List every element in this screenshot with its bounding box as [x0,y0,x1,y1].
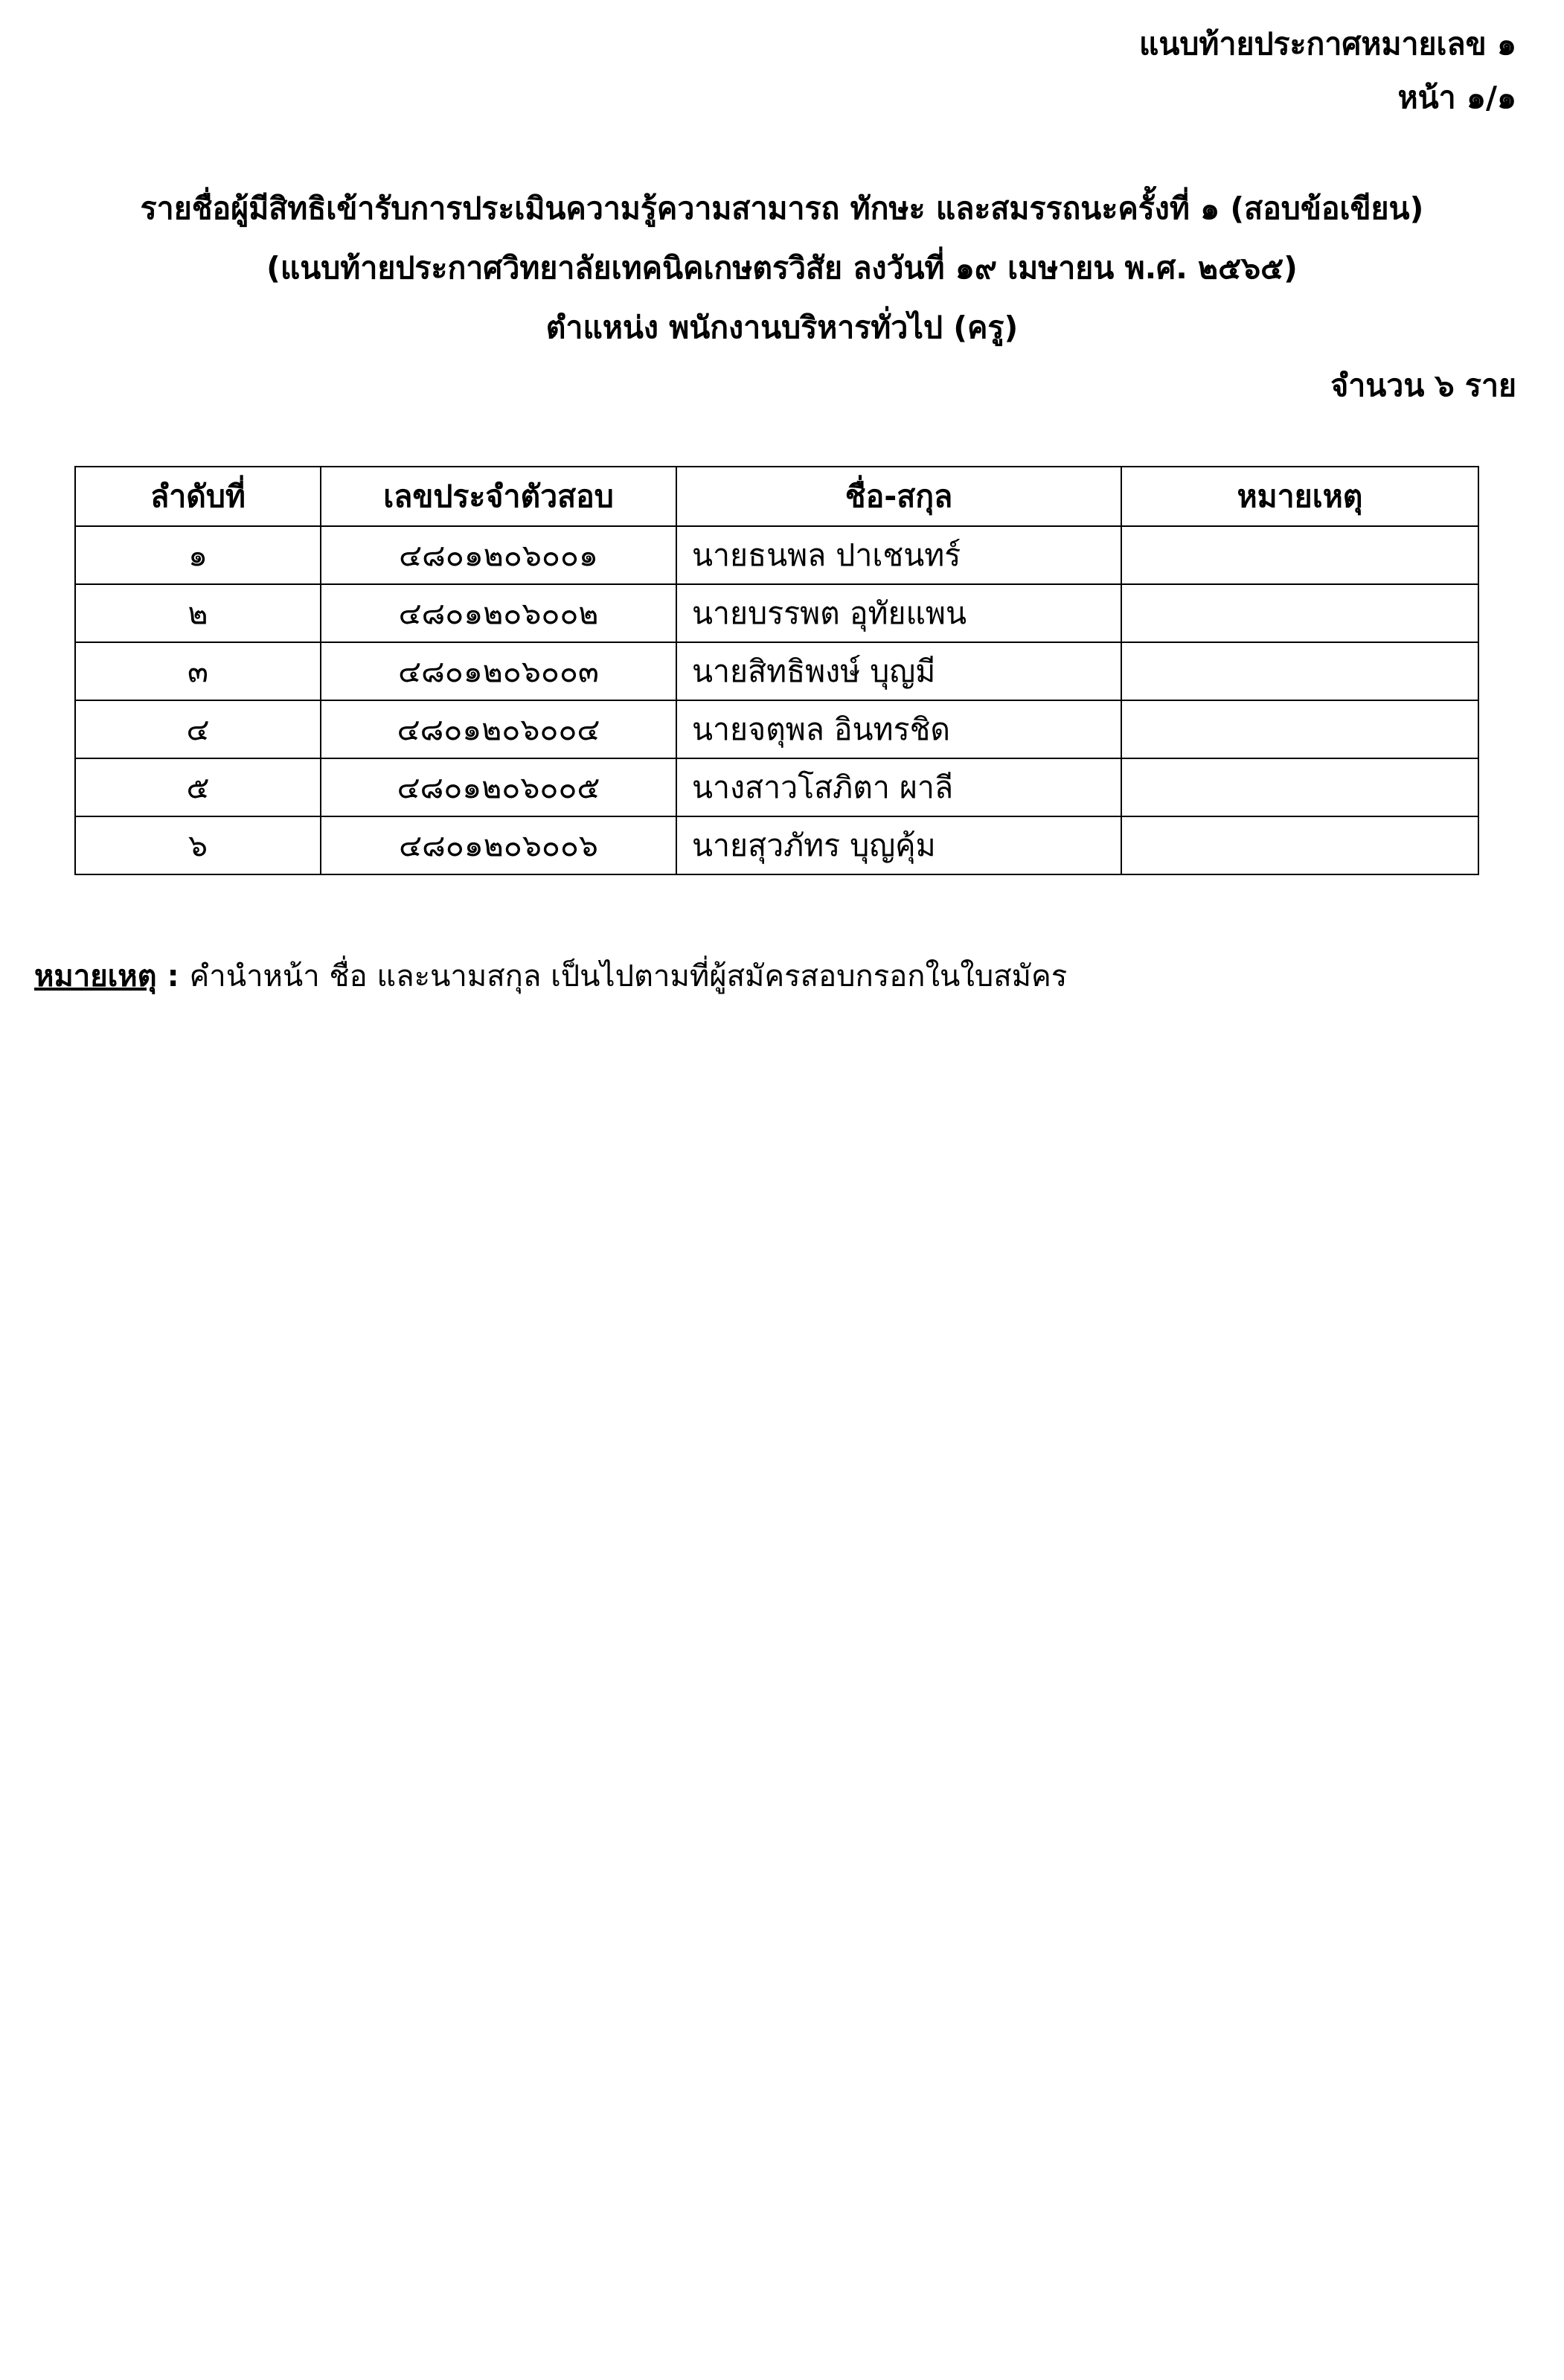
cell-full-name: นายสุวภัทร บุญคุ้ม [676,816,1121,874]
cell-sequence: ๔ [75,700,321,758]
cell-exam-id: ๔๘๐๑๒๐๖๐๐๕ [321,758,676,816]
cell-full-name: นายสิทธิพงษ์ บุญมี [676,642,1121,700]
footnote-text: คำนำหน้า ชื่อ และนามสกุล เป็นไปตามที่ผู้สมัครสอบกรอกในใบสมัคร [189,959,1068,994]
announcement-reference: (แนบท้ายประกาศวิทยาลัยเทคนิคเกษตรวิสัย ลงวันที่ ๑๙ เมษายน พ.ศ. ๒๕๖๕) [266,250,1298,286]
cell-exam-id: ๔๘๐๑๒๐๖๐๐๒ [321,584,676,642]
cell-remark [1121,584,1478,642]
cell-sequence: ๓ [75,642,321,700]
document-title: รายชื่อผู้มีสิทธิเข้ารับการประเมินความรู้ความสามารถ ทักษะ และสมรรถนะครั้งที่ ๑ (สอบข้อเขียน) [140,191,1424,226]
footnote-separator: : [156,959,190,994]
attachment-reference: แนบท้ายประกาศหมายเลข ๑ [1138,26,1516,62]
table-row [75,816,1478,874]
footnote-label: หมายเหตุ [34,959,157,994]
cell-full-name: นายจตุพล อินทรชิด [676,700,1121,758]
header-sequence: ลำดับที่ [75,467,321,526]
cell-exam-id: ๔๘๐๑๒๐๖๐๐๑ [321,526,676,584]
candidate-count: จำนวน ๖ ราย [1330,368,1516,403]
position-title: ตำแหน่ง พนักงานบริหารทั่วไป (ครู) [545,310,1019,345]
table-row [75,584,1478,642]
cell-remark [1121,816,1478,874]
header-full-name: ชื่อ-สกุล [676,467,1121,526]
cell-sequence: ๕ [75,758,321,816]
cell-exam-id: ๔๘๐๑๒๐๖๐๐๖ [321,816,676,874]
cell-full-name: นายธนพล ปาเชนทร์ [676,526,1121,584]
cell-remark [1121,642,1478,700]
header-remark: หมายเหตุ [1121,467,1478,526]
cell-full-name: นายบรรพต อุทัยแพน [676,584,1121,642]
page-number: หน้า ๑/๑ [1397,80,1516,115]
cell-exam-id: ๔๘๐๑๒๐๖๐๐๔ [321,700,676,758]
cell-full-name: นางสาวโสภิตา ผาลี [676,758,1121,816]
footnote [34,954,1067,999]
cell-remark [1121,700,1478,758]
header-exam-id: เลขประจำตัวสอบ [321,467,676,526]
cell-exam-id: ๔๘๐๑๒๐๖๐๐๓ [321,642,676,700]
cell-sequence: ๑ [75,526,321,584]
table-row [75,758,1478,816]
cell-remark [1121,526,1478,584]
table-row [75,642,1478,700]
table-row [75,526,1478,584]
table-row [75,700,1478,758]
cell-sequence: ๖ [75,816,321,874]
table-header-row [75,467,1478,526]
candidate-table [74,466,1479,875]
cell-remark [1121,758,1478,816]
cell-sequence: ๒ [75,584,321,642]
